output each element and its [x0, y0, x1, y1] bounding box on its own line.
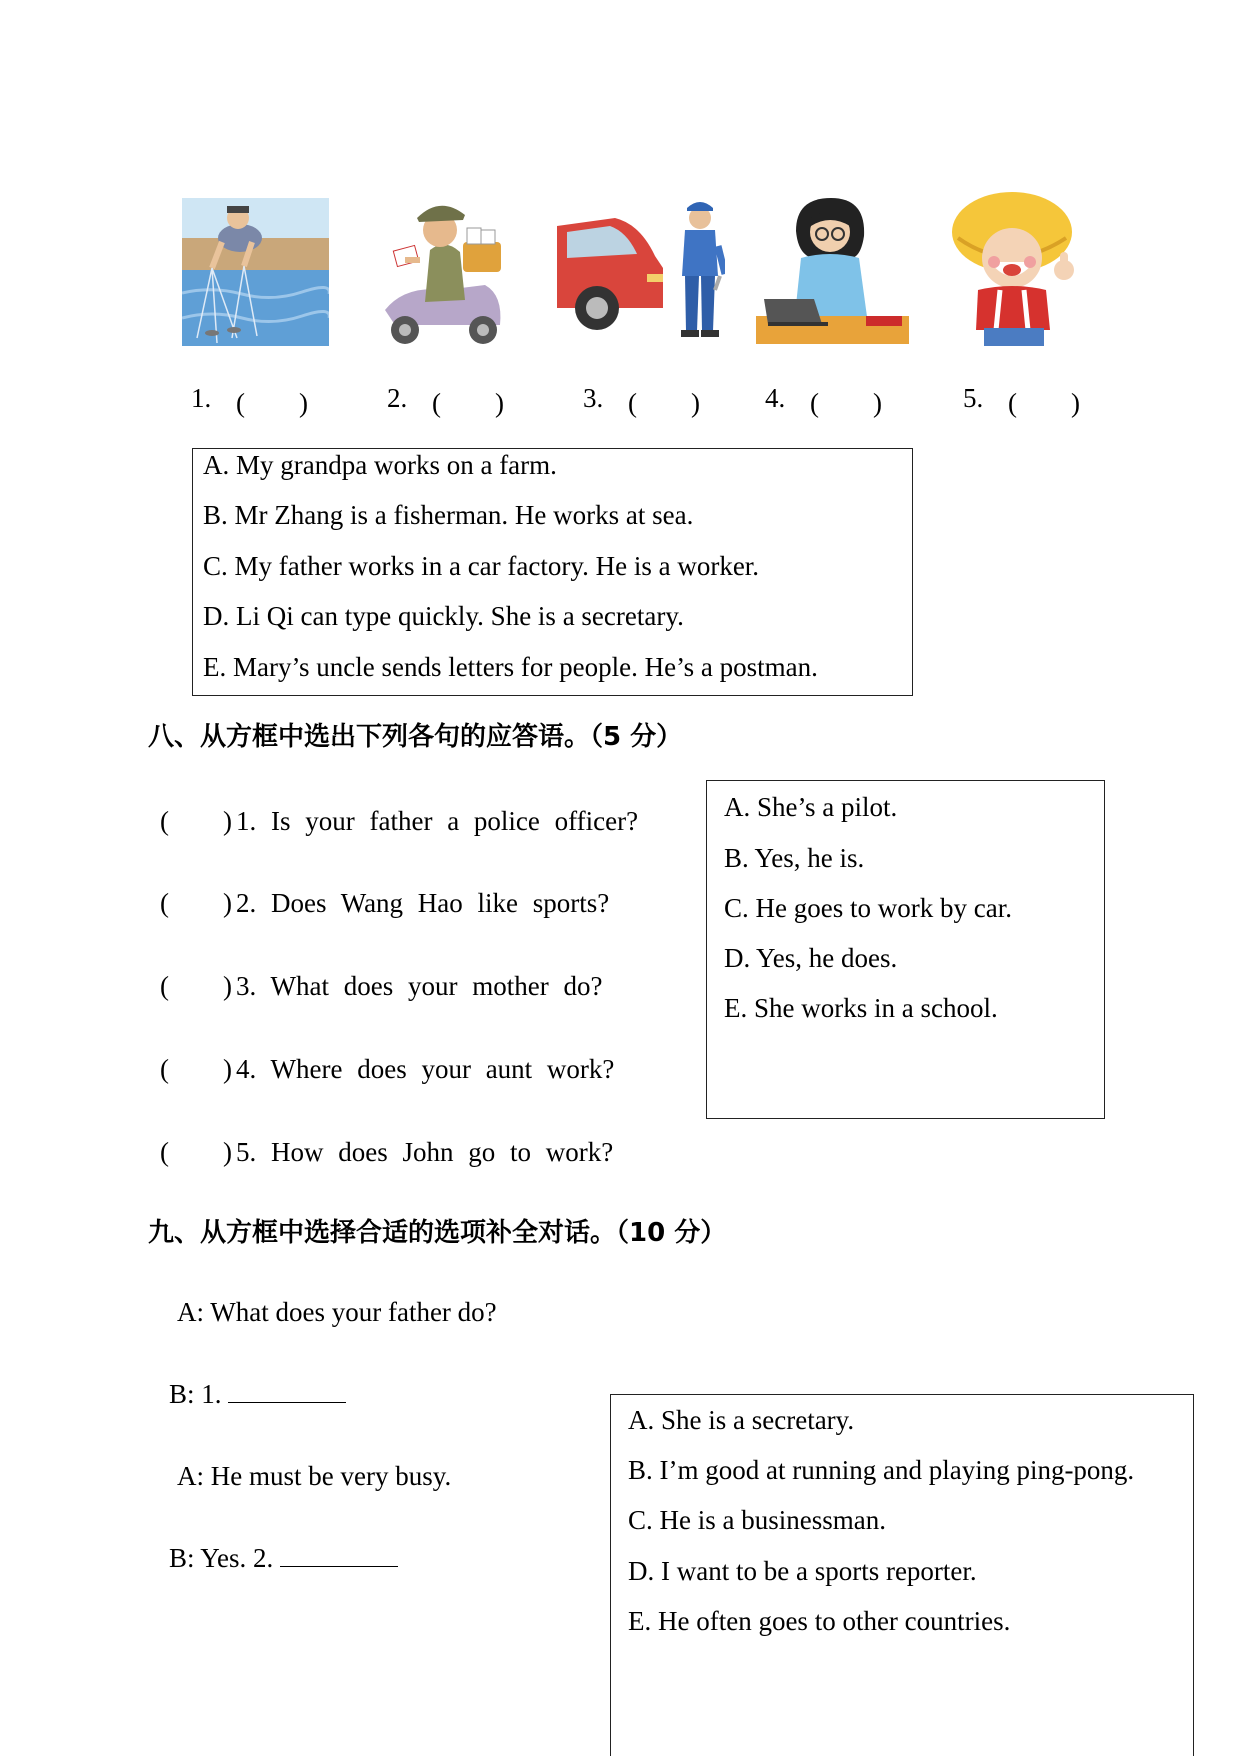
section-9-heading: 九、从方框中选择合适的选项补全对话。（10 分） — [148, 1218, 727, 1248]
response-option-d: D. Yes, he does. — [724, 943, 898, 973]
farmer-picture — [950, 190, 1082, 346]
picture-number-1: 1. — [191, 383, 212, 413]
question-8-2: ( ) 2. Does Wang Hao like sports? — [160, 881, 609, 920]
answer-paren-2[interactable]: ( ) — [432, 388, 504, 418]
answer-blank-1[interactable] — [228, 1380, 346, 1403]
dialog-option-a: A. She is a secretary. — [628, 1405, 855, 1435]
picture-option-c: C. My father works in a car factory. He is a worker. — [203, 551, 760, 581]
fisherman-picture — [182, 198, 329, 346]
answer-paren-5[interactable]: ( ) — [1008, 388, 1080, 418]
picture-number-2: 2. — [387, 383, 408, 413]
secretary-picture — [756, 196, 909, 344]
picture-number-5: 5. — [963, 383, 984, 413]
worker-picture — [555, 196, 725, 338]
answer-paren[interactable]: ( ) — [160, 971, 232, 1001]
answer-blank-2[interactable] — [280, 1544, 398, 1567]
response-option-b: B. Yes, he is. — [724, 843, 865, 873]
question-8-4: ( ) 4. Where does your aunt work? — [160, 1047, 614, 1086]
answer-paren[interactable]: ( ) — [160, 806, 232, 836]
response-option-c: C. He goes to work by car. — [724, 893, 1012, 923]
answer-paren[interactable]: ( ) — [160, 888, 232, 918]
answer-paren-4[interactable]: ( ) — [810, 388, 882, 418]
answer-paren[interactable]: ( ) — [160, 1137, 232, 1167]
question-8-1: ( ) 1. Is your father a police officer? — [160, 799, 638, 838]
postman-picture — [375, 190, 510, 346]
picture-option-d: D. Li Qi can type quickly. She is a secretary. — [203, 601, 684, 631]
dialog-option-b: B. I’m good at running and playing ping-pong. — [628, 1455, 1135, 1485]
dialog-option-c: C. He is a businessman. — [628, 1505, 886, 1535]
dialog-line-1: A: What does your father do? — [177, 1297, 497, 1327]
dialog-option-d: D. I want to be a sports reporter. — [628, 1556, 977, 1586]
picture-option-e: E. Mary’s uncle sends letters for people. He’s a postman. — [203, 652, 818, 682]
response-option-e: E. She works in a school. — [724, 993, 998, 1023]
dialog-line-2: B: 1. — [169, 1379, 346, 1410]
section-8-heading: 八、从方框中选出下列各句的应答语。（5 分） — [148, 722, 683, 752]
answer-paren[interactable]: ( ) — [160, 1054, 232, 1084]
dialog-option-e: E. He often goes to other countries. — [628, 1606, 1011, 1636]
dialog-line-3: A: He must be very busy. — [177, 1461, 452, 1491]
picture-number-3: 3. — [583, 383, 604, 413]
question-8-5: ( ) 5. How does John go to work? — [160, 1130, 613, 1169]
question-8-3: ( ) 3. What does your mother do? — [160, 964, 602, 1003]
answer-paren-3[interactable]: ( ) — [628, 388, 700, 418]
response-option-a: A. She’s a pilot. — [724, 792, 898, 822]
picture-number-4: 4. — [765, 383, 786, 413]
picture-option-b: B. Mr Zhang is a fisherman. He works at sea. — [203, 500, 694, 530]
picture-option-a: A. My grandpa works on a farm. — [203, 450, 557, 480]
dialog-line-4: B: Yes. 2. — [169, 1543, 398, 1574]
answer-paren-1[interactable]: ( ) — [236, 388, 308, 418]
